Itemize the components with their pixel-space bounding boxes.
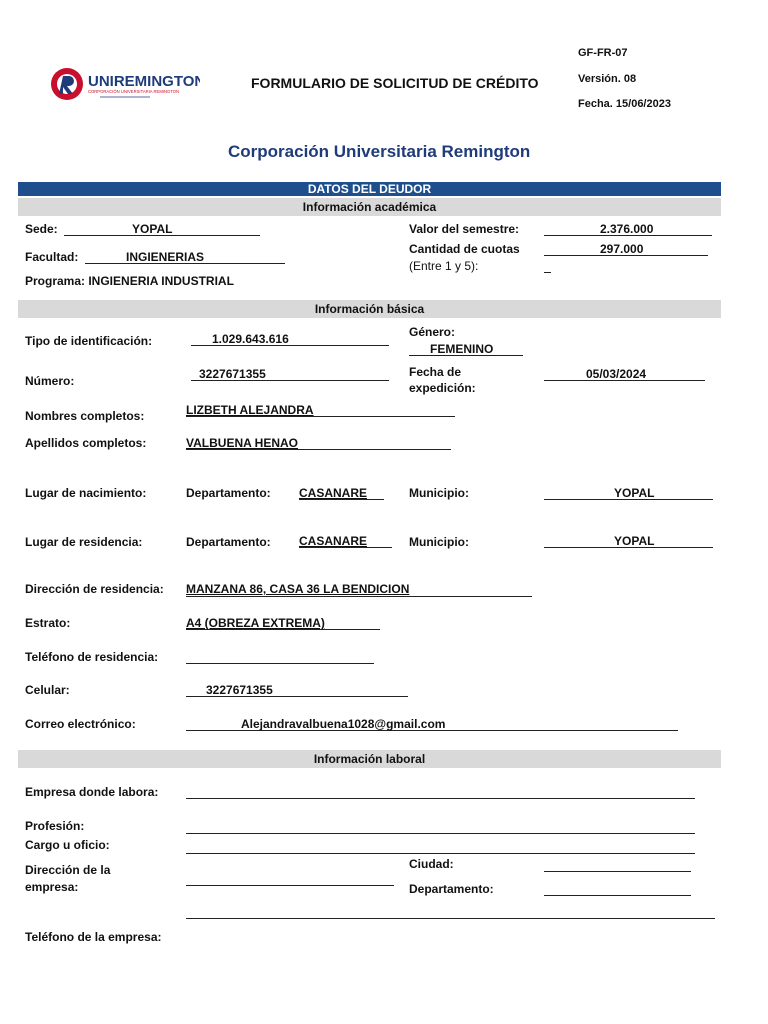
cargo-label: Cargo u oficio: <box>25 838 110 852</box>
apellidos-value: VALBUENA HENAO <box>186 436 299 450</box>
form-code: GF-FR-07 <box>578 47 628 59</box>
estrato-label: Estrato: <box>25 616 71 630</box>
genero-label: Género: <box>409 325 456 339</box>
empresa-label: Empresa donde labora: <box>25 785 159 799</box>
direccion-empresa-label-1: Dirección de la <box>25 863 111 877</box>
cuotas-sub-label: (Entre 1 y 5): <box>409 259 479 273</box>
form-title: FORMULARIO DE SOLICITUD DE CRÉDITO <box>251 75 539 91</box>
telefono-residencia-label: Teléfono de residencia: <box>25 650 159 664</box>
empresa-line[interactable] <box>186 798 695 799</box>
celular-label: Celular: <box>25 683 70 697</box>
logo-emblem <box>50 66 200 102</box>
telefono-empresa-line[interactable] <box>186 918 715 919</box>
section-informacion-laboral: Información laboral <box>18 750 721 768</box>
lugar-residencia-label: Lugar de residencia: <box>25 535 143 549</box>
logo-tagline: CORPORACIÓN UNIVERSITARIA REMINGTON <box>88 89 180 94</box>
direccion-empresa-label-2: empresa: <box>25 880 79 894</box>
empresa-departamento-line[interactable] <box>544 895 691 896</box>
fecha-label-1: Fecha de <box>409 365 462 379</box>
sede-label: Sede: <box>25 222 58 236</box>
ciudad-line[interactable] <box>544 871 691 872</box>
nac-municipio-value: YOPAL <box>614 486 655 500</box>
numero-label: Número: <box>25 374 75 388</box>
fecha-value: 05/03/2024 <box>586 367 647 381</box>
logo-brand: UNIREMINGTON <box>88 73 200 90</box>
res-departamento-value: CASANARE <box>299 534 368 548</box>
form-version: Versión. 08 <box>578 73 637 85</box>
valor-semestre-value: 2.376.000 <box>600 222 654 236</box>
facultad-label: Facultad: <box>25 250 79 264</box>
telefono-empresa-label: Teléfono de la empresa: <box>25 930 162 944</box>
cuotas-count-line[interactable] <box>544 272 551 273</box>
cuotas-label: Cantidad de cuotas <box>409 242 520 256</box>
direccion-residencia-line[interactable] <box>186 596 532 597</box>
direccion-residencia-value: MANZANA 86, CASA 36 LA BENDICION <box>186 582 410 596</box>
nac-departamento-value: CASANARE <box>299 486 368 500</box>
nac-municipio-label: Municipio: <box>409 486 469 500</box>
fecha-label-2: expedición: <box>409 381 476 395</box>
direccion-empresa-line[interactable] <box>186 885 394 886</box>
sede-value: YOPAL <box>132 222 173 236</box>
ciudad-label: Ciudad: <box>409 857 454 871</box>
section-datos-deudor: DATOS DEL DEUDOR <box>18 182 721 196</box>
nac-departamento-label: Departamento: <box>186 486 271 500</box>
programa-label: Programa: INGIENERIA INDUSTRIAL <box>25 274 234 288</box>
section-informacion-basica: Información básica <box>18 300 721 318</box>
profesion-label: Profesión: <box>25 819 85 833</box>
tipo-id-label: Tipo de identificación: <box>25 334 153 348</box>
nombres-value: LIZBETH ALEJANDRA <box>186 403 314 417</box>
res-municipio-label: Municipio: <box>409 535 469 549</box>
correo-value: Alejandravalbuena1028@gmail.com <box>241 717 446 731</box>
genero-value: FEMENINO <box>430 342 494 356</box>
celular-value: 3227671355 <box>206 683 273 697</box>
empresa-departamento-label: Departamento: <box>409 882 494 896</box>
telefono-residencia-line[interactable] <box>186 663 374 664</box>
tipo-id-value: 1.029.643.616 <box>212 332 289 346</box>
profesion-line[interactable] <box>186 833 695 834</box>
res-departamento-label: Departamento: <box>186 535 271 549</box>
res-municipio-value: YOPAL <box>614 534 655 548</box>
direccion-residencia-label: Dirección de residencia: <box>25 582 164 596</box>
apellidos-label: Apellidos completos: <box>25 436 147 450</box>
institution-name: Corporación Universitaria Remington <box>228 142 531 161</box>
valor-semestre-label: Valor del semestre: <box>409 222 520 236</box>
cargo-line[interactable] <box>186 853 695 854</box>
correo-label: Correo electrónico: <box>25 717 136 731</box>
uniremington-logo <box>50 66 200 102</box>
section-informacion-academica: Información académica <box>18 198 721 216</box>
form-date: Fecha. 15/06/2023 <box>578 98 671 110</box>
lugar-nacimiento-label: Lugar de nacimiento: <box>25 486 147 500</box>
numero-value: 3227671355 <box>199 367 266 381</box>
cuotas-value: 297.000 <box>600 242 644 256</box>
estrato-value: A4 (OBREZA EXTREMA) <box>186 616 325 630</box>
nombres-label: Nombres completos: <box>25 409 145 423</box>
facultad-value: INGIENERIAS <box>126 250 205 264</box>
